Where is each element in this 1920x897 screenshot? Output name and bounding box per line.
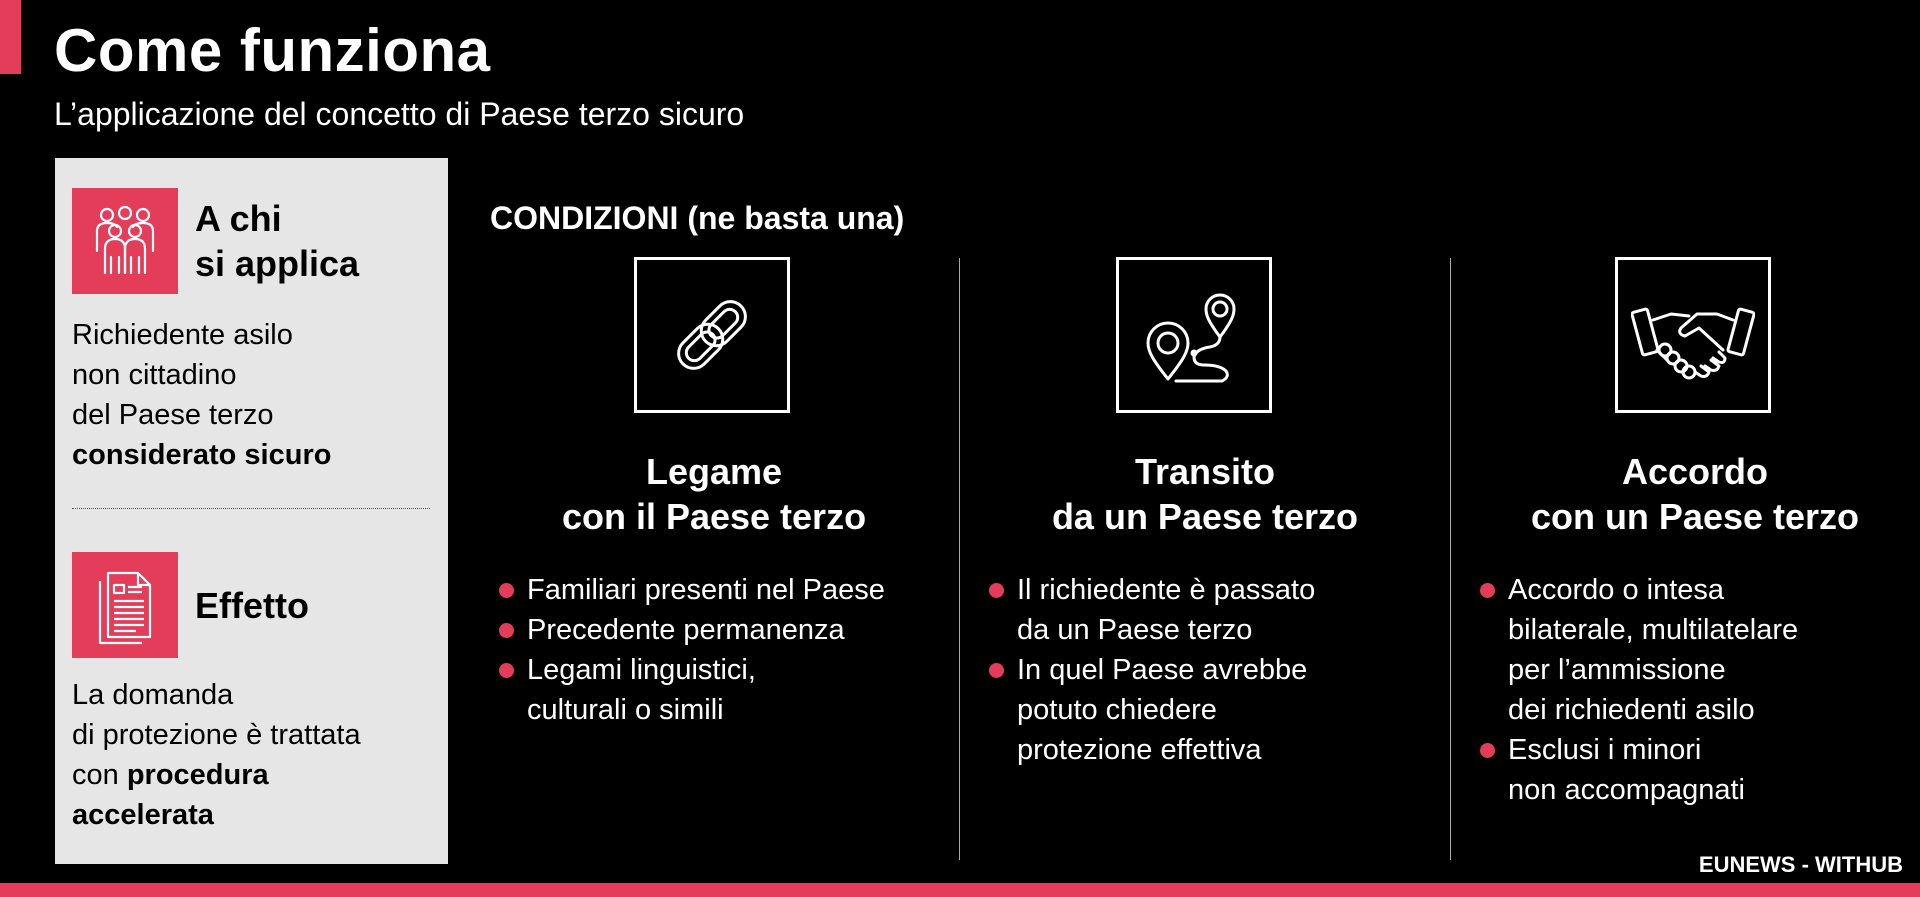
who-text-line: del Paese terzo	[72, 399, 274, 431]
effect-text	[72, 675, 361, 835]
who-text	[72, 315, 331, 475]
left-panel	[55, 158, 448, 864]
effect-text-line: di protezione è trattata	[72, 719, 361, 751]
bullet-item: Il richiedente è passato da un Paese terzo	[989, 570, 1315, 650]
column-divider	[959, 258, 960, 860]
bottom-accent-bar	[0, 883, 1920, 897]
condition-bullets	[989, 570, 1315, 770]
bullet-item: Precedente permanenza	[499, 610, 885, 650]
people-group-icon	[72, 188, 178, 294]
accent-bar	[0, 0, 21, 74]
who-heading-line2: si applica	[195, 243, 360, 284]
source-credit: EUNEWS - WITHUB	[1698, 852, 1903, 877]
route-pins-icon	[1116, 257, 1272, 413]
condition-title	[474, 449, 954, 539]
bullet-item: Esclusi i minori non accompagnati	[1480, 730, 1798, 810]
handshake-icon	[1615, 257, 1771, 413]
condition-title-line2: con il Paese terzo	[561, 496, 867, 537]
bullet-item: Accordo o intesa bilaterale, multilatelare per l’ammissione dei richiedenti asilo	[1480, 570, 1798, 730]
bullet-item: Familiari presenti nel Paese	[499, 570, 885, 610]
condition-title	[965, 449, 1445, 539]
condition-title	[1455, 449, 1920, 539]
condition-title-line1: Transito	[1134, 451, 1276, 492]
who-text-line: non cittadino	[72, 359, 237, 391]
condition-title-line2: con un Paese terzo	[1530, 496, 1860, 537]
who-text-bold: considerato sicuro	[72, 439, 332, 471]
who-text-line: Richiedente asilo	[72, 319, 293, 351]
condition-title-line2: da un Paese terzo	[1051, 496, 1359, 537]
who-heading-line1: A chi	[195, 198, 282, 239]
condition-title-line1: Legame	[645, 451, 783, 492]
who-heading	[195, 196, 359, 286]
page-title: Come funziona	[54, 17, 491, 84]
conditions-title: CONDIZIONI (ne basta una)	[490, 200, 905, 236]
document-icon	[72, 552, 178, 658]
column-divider	[1450, 258, 1451, 860]
condition-bullets	[1480, 570, 1798, 810]
page-subtitle: L’applicazione del concetto di Paese terzo sicuro	[54, 96, 745, 132]
effect-text-bold: procedura	[126, 759, 269, 791]
effect-heading: Effetto	[195, 585, 309, 626]
panel-divider	[72, 508, 430, 509]
condition-bullets	[499, 570, 885, 730]
condition-title-line1: Accordo	[1621, 451, 1769, 492]
effect-text-bold: accelerata	[72, 799, 214, 831]
bullet-item: In quel Paese avrebbe potuto chiedere protezione effettiva	[989, 650, 1315, 770]
effect-text-line: La domanda	[72, 679, 234, 711]
bullet-item: Legami linguistici, culturali o simili	[499, 650, 885, 730]
chain-link-icon	[634, 257, 790, 413]
effect-text-prefix: con	[72, 759, 127, 791]
